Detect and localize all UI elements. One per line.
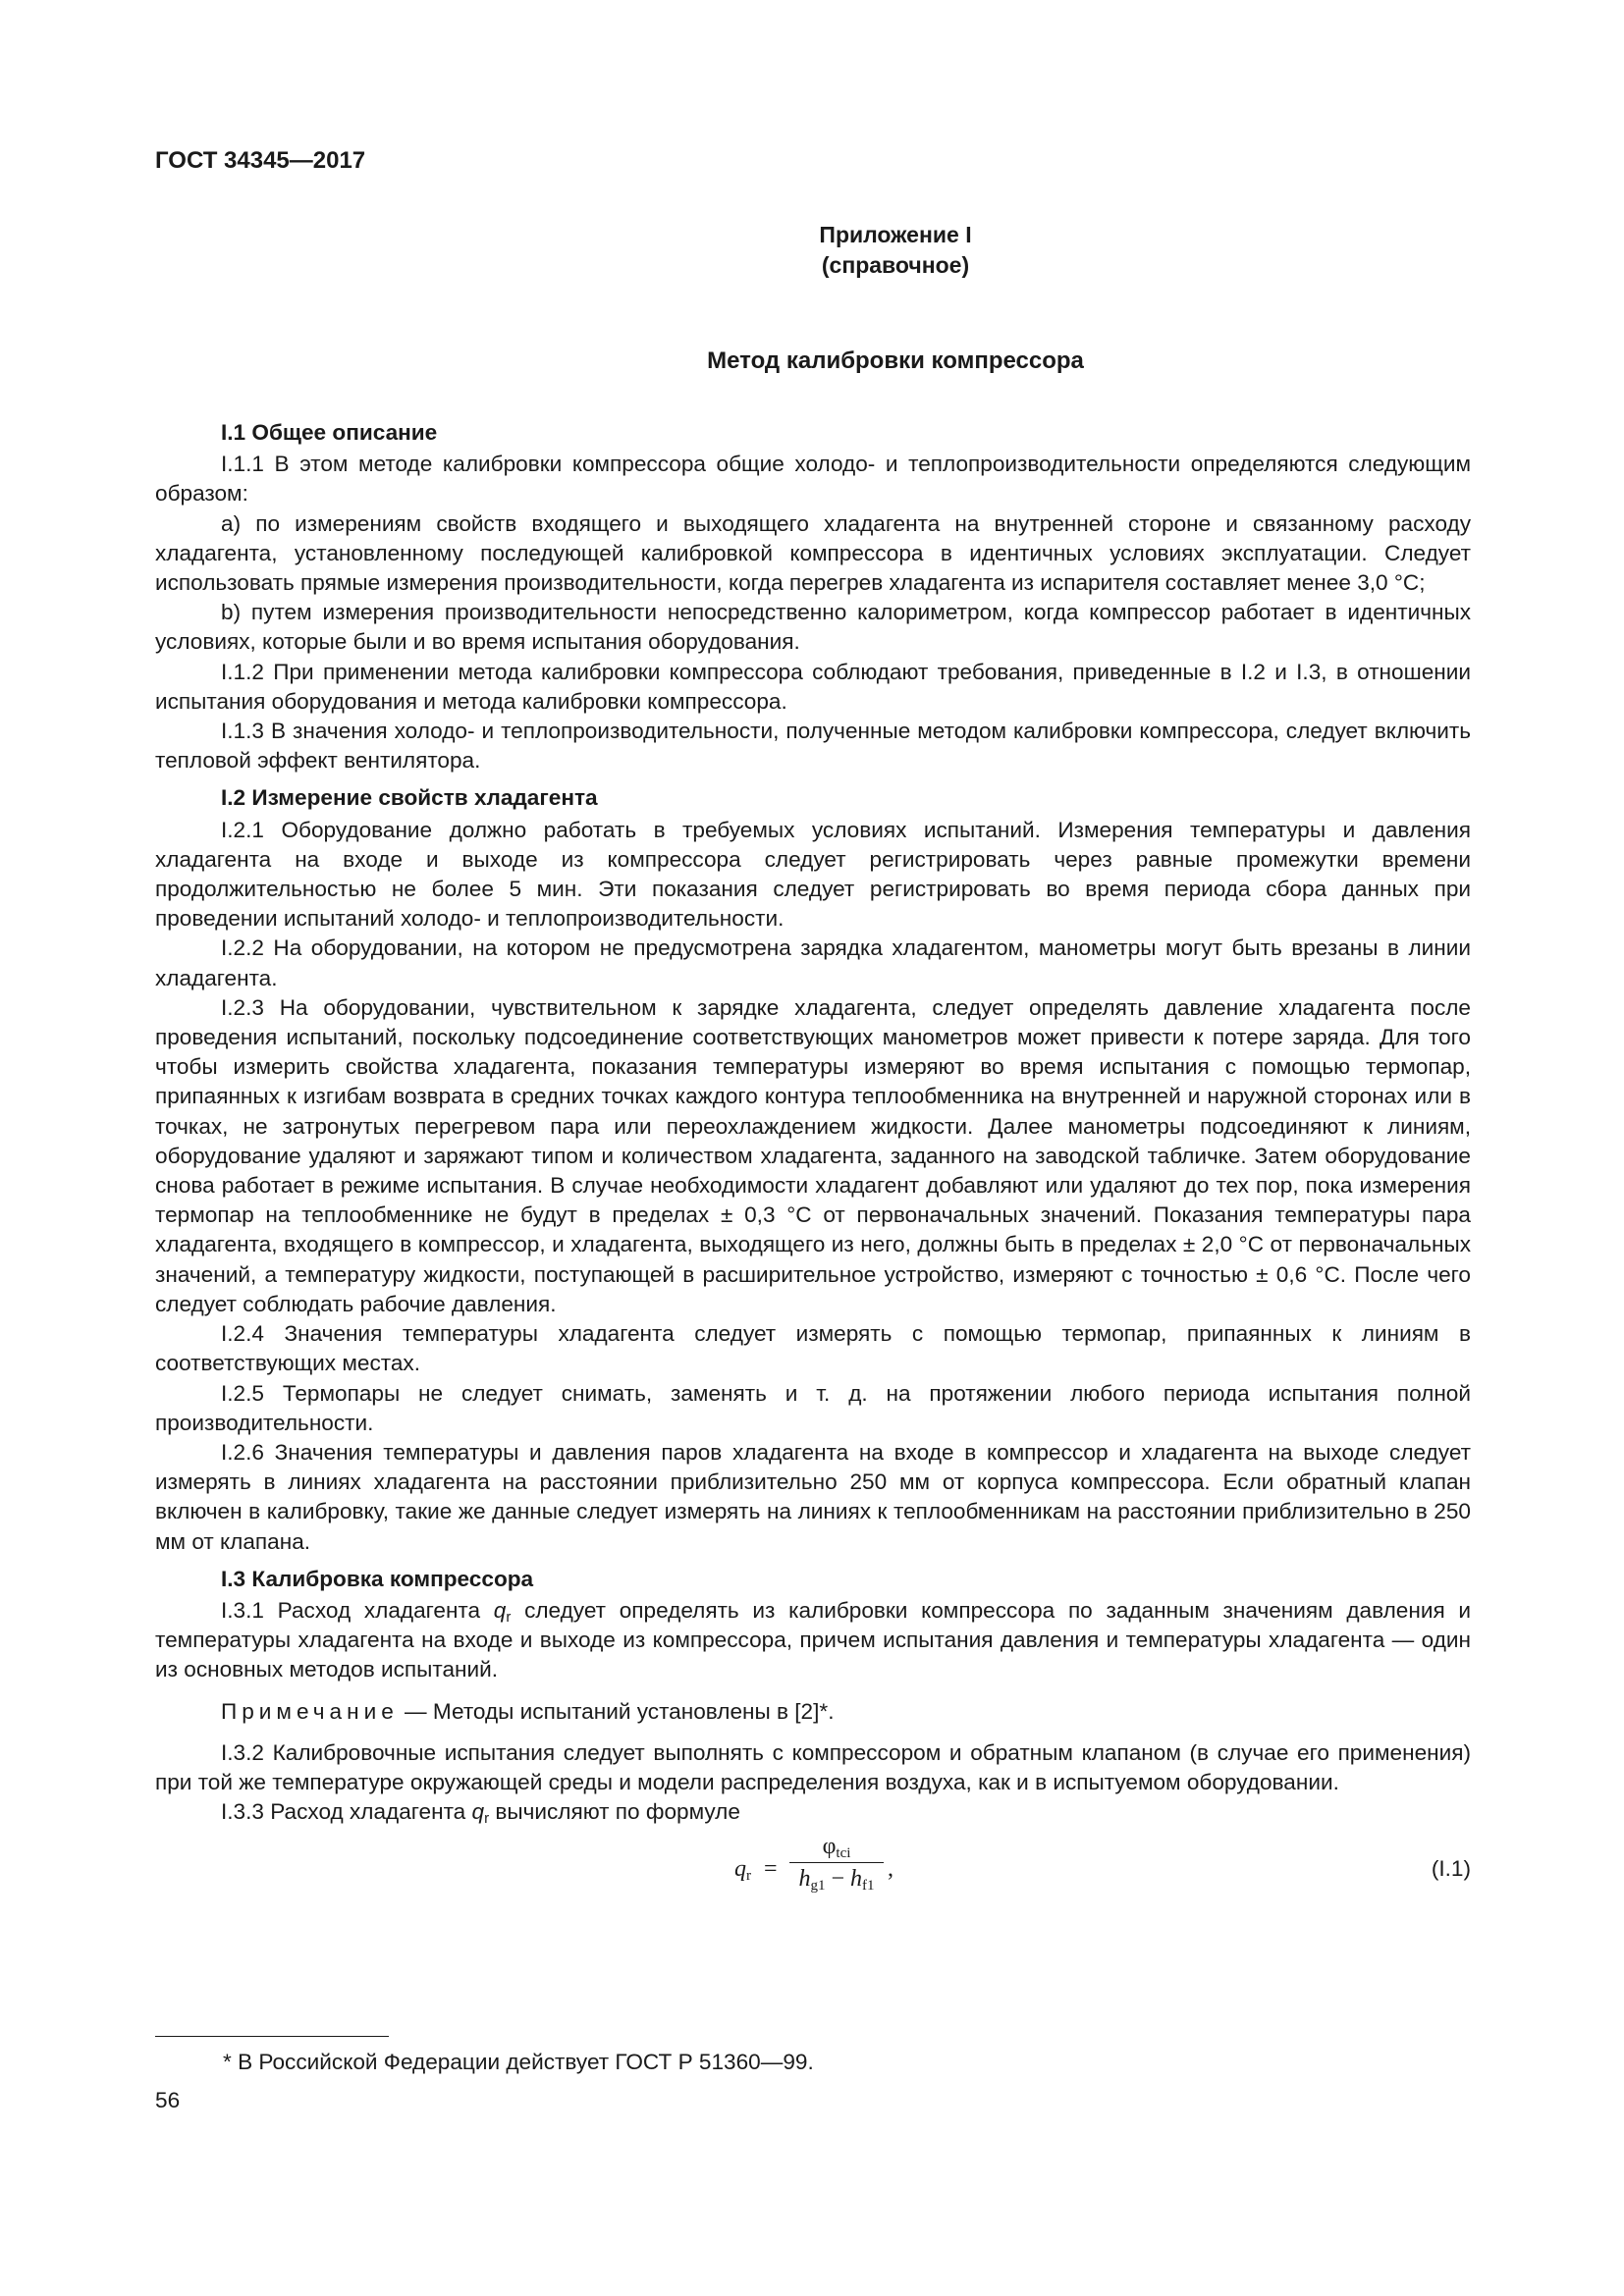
paragraph: I.2.2 На оборудовании, на котором не предусмотрена зарядка хладагентом, манометры могут быть врезаны в линии хладагента. [155,935,1471,990]
footnote-divider [155,2036,389,2037]
note-text: — Методы испытаний установлены в [2]*. [398,1698,835,1724]
formula-row [155,1831,1471,1907]
document-header: ГОСТ 34345—2017 [155,147,366,174]
annex-type: (справочное) [821,252,970,278]
paragraph: I.3.2 Калибровочные испытания следует выполнять с компрессором и обратным клапаном (в случае его применения) при той же температуре окружающей среды и модели распределения воздуха, как и в испытуемом оборудовании. [155,1739,1471,1794]
formula-denominator [789,1863,884,1895]
paragraph [155,1596,1471,1685]
formula-lhs-symbol: q [734,1856,746,1883]
symbol-q: q [471,1799,485,1825]
section-heading: I.3 Калибровка компрессора [221,1566,534,1591]
equation-number: (I.1) [1431,1856,1471,1882]
formula-num-symbol: φ [822,1834,837,1860]
paragraph: I.2.4 Значения температуры хладагента следует измерять с помощью термопар, припаянных к линиям в соответствующих местах. [155,1321,1471,1376]
symbol-sub: r [506,1608,512,1626]
paragraph: I.2.3 На оборудовании, чувствительном к зарядке хладагента, следует определять давление хладагента после проведения испытаний, поскольку подсоединение соответствующих манометров может привести к потере заряда. Для того чтобы измерить свойства хладагента, показания температуры измеряют во время испытания с помощью термопар, припаянных к изгибам возврата в средних точках каждого контура теплообменника на внутренней и наружной сторонах или в точках, не затронутых перегревом пара или переохлаждением жидкости. Далее манометры подсоединяют к линиям, оборудование удаляют и заряжают типом и количеством хладагента, заданного на заводской табличке. Затем оборудование снова работает в режиме испытания. В случае необходимости хладагент добавляют или удаляют до тех пор, пока измерения термопар на теплообменнике не будут в пределах ± 0,3 °C от первоначальных значений. Показания температуры пара хладагента, входящего в компрессор, и хладагента, выходящего из него, должны быть в пределах ± 2,0 °C от первоначальных значений, а температуру жидкости, поступающей в расширительное устройство, измеряют с точностью ± 0,6 °C. После чего следует соблюдать рабочие давления. [155,994,1471,1316]
annex-title: Метод калибровки компрессора [707,347,1084,374]
section-heading: I.2 Измерение свойств хладагента [221,785,598,811]
annex-label: Приложение I [819,222,972,247]
paragraph: I.1.2 При применении метода калибровки компрессора соблюдают требования, приведенные в I.2 и I.3, в отношении испытания оборудования и метода калибровки компрессора. [155,659,1471,714]
formula-den-a-sub: g1 [810,1878,826,1895]
paragraph: I.2.5 Термопары не следует снимать, заменять и т. д. на протяжении любого периода испытания полной производительности. [155,1380,1471,1435]
formula-comma: , [888,1856,893,1883]
text-run: следует определять из калибровки компрессора по заданным значениям давления и температуры хладагента на входе и выходе из компрессора, причем испытания давления и температуры хладагента — один из основных методов испытаний. [155,1597,1472,1682]
paragraph: I.1.1 В этом методе калибровки компрессора общие холодо- и теплопроизводительности определяются следующим образом: [155,452,1471,507]
symbol-q: q [493,1597,507,1623]
formula-fraction [789,1831,884,1895]
paragraph [155,1797,1471,1827]
paragraph: I.1.3 В значения холодо- и теплопроизводительности, полученные методом калибровки компрессора, следует включить тепловой эффект вентилятора. [155,719,1471,774]
formula-num-sub: tci [836,1845,851,1862]
section-heading: I.1 Общее описание [221,420,438,445]
formula-lhs-sub: r [746,1868,751,1885]
page-number: 56 [155,2088,181,2112]
footnote: * В Российской Федерации действует ГОСТ Р 51360—99. [223,2050,814,2074]
document-body [155,410,1471,1907]
formula-lhs [734,1854,751,1884]
formula-den-b-sub: f1 [862,1878,875,1895]
annex-heading [0,220,1624,281]
formula-minus: − [825,1866,851,1893]
text-run: I.3.1 Расход хладагента [221,1597,494,1623]
paragraph: b) путем измерения производительности непосредственно калориметром, когда компрессор работает в идентичных условиях, которые были и во время испытания оборудования. [155,600,1471,655]
paragraph: а) по измерениям свойств входящего и выходящего хладагента на внутренней стороне и связанному расходу хладагента, установленному последующей калибровкой компрессора в идентичных условиях эксплуатации. Следует использовать прямые измерения производительности, когда перегрев хладагента из испарителя составляет менее 3,0 °C; [155,510,1471,596]
symbol-sub: r [484,1810,490,1828]
paragraph: I.2.1 Оборудование должно работать в требуемых условиях испытаний. Измерения температуры и давления хладагента на входе и выходе из компрессора следует регистрировать через равные промежутки времени продолжительностью не более 5 мин. Эти показания следует регистрировать во время периода сбора данных при проведении испытаний холодо- и теплопроизводительности. [155,817,1471,932]
text-run: I.3.3 Расход хладагента [221,1799,472,1825]
formula-den-b: h [850,1866,863,1893]
paragraph: I.2.6 Значения температуры и давления паров хладагента на входе в компрессор и хладагента на выходе следует измерять в линиях хладагента на расстоянии приблизительно 250 мм от корпуса компрессора. Если обратный клапан включен в калибровку, такие же данные следует измерять на линиях к теплообменникам на расстоянии приблизительно в 250 мм от клапана. [155,1439,1471,1554]
formula-equals: = [764,1856,778,1883]
note-label: Примечание [221,1698,399,1724]
formula-numerator [789,1831,884,1862]
note [155,1697,1471,1727]
text-run: вычисляют по формуле [489,1799,740,1825]
formula-den-a: h [798,1866,811,1893]
